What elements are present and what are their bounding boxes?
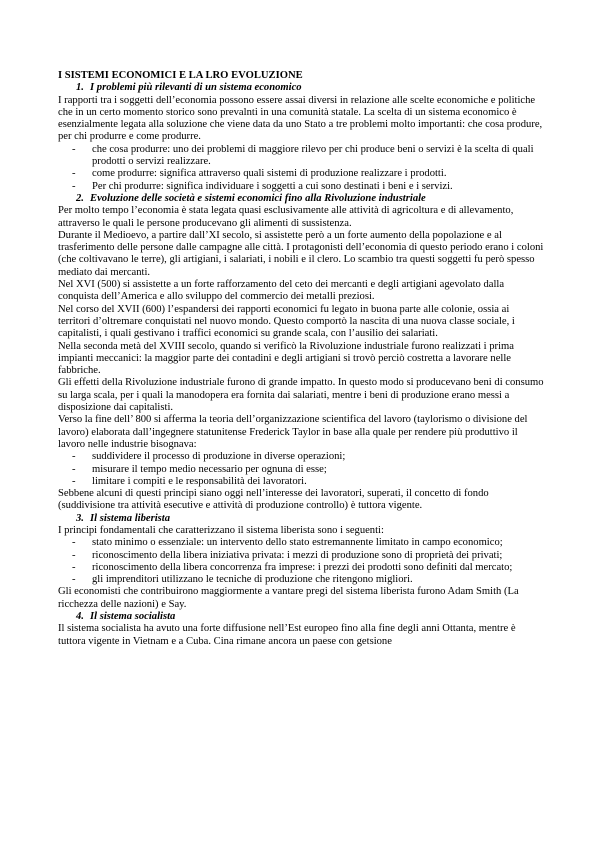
section-heading-3 <box>58 513 544 525</box>
list-item <box>58 537 544 549</box>
paragraph: Per molto tempo l’economia è stata legata quasi esclusivamente alle attività di agricoltura e di allevamento, attraverso le quali le persone producevano gli alimenti di sussistenza. <box>58 205 514 229</box>
dash-bullet-icon: - <box>72 574 76 586</box>
section-heading-4 <box>58 611 544 623</box>
list-item <box>58 464 544 476</box>
bullet-list <box>58 451 544 488</box>
list-item-text: stato minimo o essenziale: un intervento dello stato estremannente limitato in campo economico; <box>92 537 503 549</box>
dash-bullet-icon: - <box>72 537 76 549</box>
paragraph: I rapporti tra i soggetti dell’economia possono essere assai diversi in relazione alle scelte economiche e politiche che in un certo momento storico sono prevalnti in una comunità statale. La scelta di un sistema economico è esenzialmente legata alla soluzione che viene data da uno Stato a tre problemi molto importanti: che cosa produre, per chi produrre e come produrre. <box>58 94 543 143</box>
section-heading-text: Il sistema liberista <box>90 512 171 524</box>
section-heading-text: Evoluzione delle società e sistemi economici fino alla Rivoluzione industriale <box>90 192 426 204</box>
list-item-text: come produrre: significa attraverso quali sistemi di produzione realizzare i prodotti. <box>92 168 447 180</box>
list-item <box>58 451 544 463</box>
paragraph: I principi fondamentali che caratterizzano il sistema liberista sono i seguenti: <box>58 524 384 536</box>
section-number: 1. <box>76 82 84 94</box>
list-item <box>58 168 544 180</box>
list-item-text: riconoscimento della libera iniziativa privata: i mezzi di produzione sono di proprietà dei privati; <box>92 549 503 561</box>
dash-bullet-icon: - <box>72 451 76 463</box>
document-page <box>58 70 544 648</box>
paragraph: Sebbene alcuni di questi principi siano oggi nell’interesse dei lavoratori, superati, il concetto di fondo (suddivisione tra attività esecutive e attività di produzione controllo) è tuttora vigente. <box>58 488 489 512</box>
section-heading-2 <box>58 193 544 205</box>
list-item <box>58 181 544 193</box>
bullet-list <box>58 144 544 193</box>
section-number: 2. <box>76 192 84 204</box>
document-title: I SISTEMI ECONOMICI E LA LRO EVOLUZIONE <box>58 70 303 81</box>
dash-bullet-icon: - <box>72 561 76 573</box>
dash-bullet-icon: - <box>72 463 76 475</box>
paragraph: Nella seconda metà del XVIII secolo, quando si verificò la Rivoluzione industriale furono realizzati i prima impianti meccanici: la maggior parte dei contadini e degli artigiani si trovò perciò costretta a lavorare nelle fabbriche. <box>58 340 514 377</box>
list-item-text: suddividere il processo di produzione in diverse operazioni; <box>92 451 346 463</box>
paragraph: Il sistema socialista ha avuto una forte diffusione nell’Est europeo fino alla fine degli anni Ottanta, mentre è tuttora vigente in Vietnam e a Cuba. Cina rimane ancora un paese con getsione <box>58 623 516 647</box>
list-item <box>58 476 544 488</box>
section-number: 4. <box>76 611 84 623</box>
bullet-list <box>58 537 544 586</box>
dash-bullet-icon: - <box>72 143 76 155</box>
dash-bullet-icon: - <box>72 180 76 192</box>
paragraph: Durante il Medioevo, a partire dall’XI secolo, si assistette però a un forte aumento della popolazione e al trasferimento delle persone dalle campagne alle città. I protagonisti dell’economia di questo periodo erano i coloni (che coltivavano le terre), gli artigiani, i salariati, i nobili e il clero. Lo scambio tra questi soggetti fu però spesso mediato dai mercanti. <box>58 229 544 278</box>
list-item <box>58 144 544 169</box>
paragraph: Gli effetti della Rivoluzione industriale furono di grande impatto. In questo modo si producevano beni di consumo su larga scala, per i quali la manodopera era fornita dai salariati, mentre i beni di produzione erano messi a disposizione dai capitalisti. <box>58 377 544 414</box>
list-item-text: riconoscimento della libera concorrenza fra imprese: i prezzi dei prodotti sono definiti dal mercato; <box>92 561 513 573</box>
dash-bullet-icon: - <box>72 168 76 180</box>
paragraph: Verso la fine dell’ 800 si afferma la teoria dell’organizzazione scientifica del lavoro (taylorismo o divisione del lavoro) elaborata dall’ingegnere statunitense Frederick Taylor in base alla quale per rendere più produttivo il lavoro nelle industrie bisognava: <box>58 414 528 450</box>
list-item-text: limitare i compiti e le responsabilità dei lavoratori. <box>92 475 307 487</box>
list-item <box>58 550 544 562</box>
section-number: 3. <box>76 512 84 524</box>
list-item-text: che cosa produrre: uno dei problemi di maggiore rilevo per chi produce beni o servizi è la scelta di quali prodotti o servizi realizzare. <box>92 143 534 168</box>
list-item <box>58 574 544 586</box>
section-heading-text: Il sistema socialista <box>90 611 176 623</box>
paragraph: Nel corso del XVII (600) l’espandersi dei rapporti economici fu legato in buona parte alle colonie, ossia ai territori d’oltremare conquistati nel nuovo mondo. Questo comportò la nascita di una nuova classe sociale, i capitalisti, i quali gestivano i traffici economici su grande scala, con l’ausilio dei salariati. <box>58 303 515 340</box>
section-heading-1 <box>58 82 544 94</box>
dash-bullet-icon: - <box>72 475 76 487</box>
list-item <box>58 562 544 574</box>
list-item-text: gli imprenditori utilizzano le tecniche di produzione che ritengono migliori. <box>92 574 413 586</box>
dash-bullet-icon: - <box>72 549 76 561</box>
list-item-text: Per chi produrre: significa individuare i soggetti a cui sono destinati i beni e i servizi. <box>92 180 453 192</box>
section-heading-text: I problemi più rilevanti di un sistema economico <box>90 82 302 94</box>
paragraph: Gli economisti che contribuirono maggiormente a vantare pregi del sistema liberista furono Adam Smith (La ricchezza delle nazioni) e Say. <box>58 586 519 610</box>
list-item-text: misurare il tempo medio necessario per ognuna di esse; <box>92 463 327 475</box>
paragraph: Nel XVI (500) si assistette a un forte rafforzamento del ceto dei mercanti e degli artigiani agevolato dalla conquista dell’America e allo sviluppo del commercio dei metalli preziosi. <box>58 279 505 303</box>
